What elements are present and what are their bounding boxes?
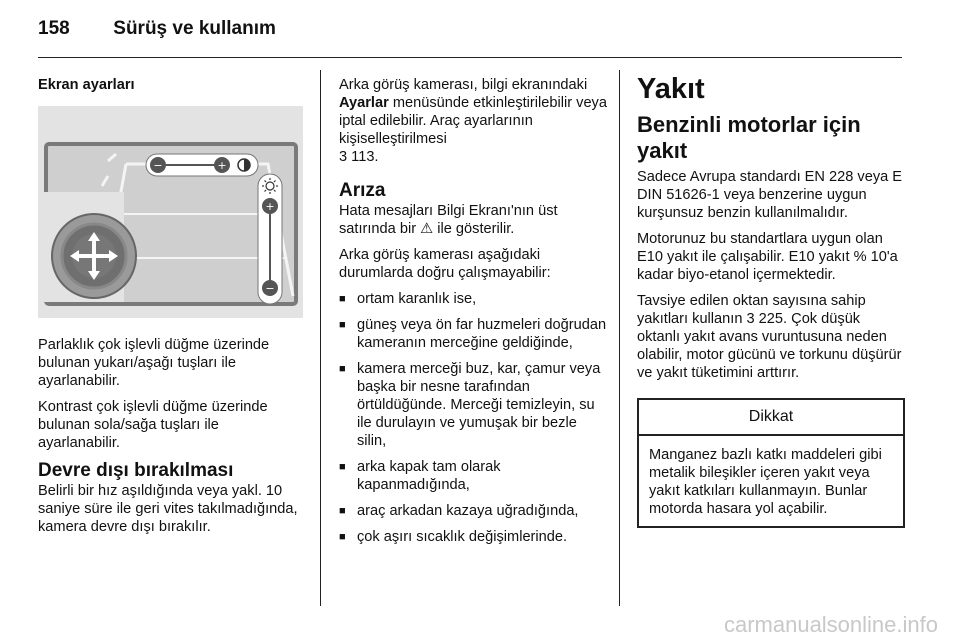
list-item: ■ güneş veya ön far huzmeleri doğrudan kameranın merceğine geldiğinde, (339, 316, 607, 352)
direction-pad-icon (52, 214, 136, 298)
settings-menu-label: Ayarlar (339, 95, 389, 111)
e10-text: Motorunuz bu standartlara uygun olan E10 yakıt ile çalışabilir. E10 yakıt % 10'a kadar biyo-etanol içermektedir. (637, 231, 898, 283)
caution-text: Manganez bazlı katkı maddeleri gibi metalik bileşikler içeren yakıt veya yakıt katkıları kullanmayın. Bunlar motorda hasara yol açabilir. (649, 447, 882, 517)
page-header (38, 18, 276, 40)
section-label: Ekran ayarları (38, 77, 135, 93)
list-item: ■ araç arkadan kazaya uğradığında, (339, 502, 607, 520)
display-settings-figure (38, 106, 303, 318)
warning-triangle-icon: ⚠ (420, 221, 434, 237)
octane-text: Tavsiye edilen oktan sayısına sahip yakıtları kullanın 3 225. Çok düşük oktanlı yakıt avans vuruntusuna neden olabilir, motor gücünü ve torkunu düşürür ve yakıt tüketimini arttırır. (637, 293, 902, 381)
column-divider-2 (619, 70, 620, 606)
caution-box (637, 398, 905, 528)
svg-text:−: − (153, 159, 163, 172)
caution-title: Dikkat (639, 400, 903, 436)
list-item: ■ arka kapak tam olarak kapanmadığında, (339, 458, 607, 494)
svg-text:+: + (217, 159, 227, 172)
fuel-title: Yakıt (637, 73, 705, 105)
fault-heading: Arıza (339, 180, 386, 201)
column-right (637, 73, 905, 528)
list-item: ■ çok aşırı sıcaklık değişimlerinde. (339, 528, 607, 546)
fuel-standard-text: Sadece Avrupa standardı EN 228 veya E DIN 51626-1 veya benzerine uygun kurşunsuz benzin kullanılmalıdır. (637, 169, 903, 221)
camera-settings-text: Arka görüş kamerası, bilgi ekranındaki Ayarlar menüsünde etkinleştirilebilir veya iptal edilebilir. Araç ayarlarının kişiselleştirilmesi 3 113. (339, 77, 607, 165)
list-item: ■ kamera merceği buz, kar, çamur veya başka bir nesne tarafından örtüldüğünde. Merceği temizleyin, su ile durulayın ve yumuşak bir bezle silin, (339, 360, 607, 450)
page-number: 158 (38, 18, 70, 39)
header-rule (38, 57, 902, 58)
brightness-text: Parlaklık çok işlevli düğme üzerinde bulunan yukarı/aşağı tuşları ile ayarlanabilir. (38, 337, 270, 389)
page-ref-113: 3 113. (339, 149, 379, 165)
column-left (38, 76, 303, 544)
page-ref-225: 3 225. (746, 311, 788, 327)
svg-text:+: + (265, 200, 275, 213)
fault-text: Hata mesajları Bilgi Ekranı'nın üst satırında bir ⚠ ile gösterilir. (339, 203, 558, 237)
contrast-slider (146, 154, 258, 176)
watermark: carmanualsonline.info (723, 612, 938, 637)
contrast-icon (238, 159, 250, 171)
brightness-slider (258, 174, 282, 304)
deactivation-text: Belirli bir hız aşıldığında veya yakl. 10 saniye süre ile geri vites takılmadığında, kamera devre dışı bırakılır. (38, 483, 298, 535)
conditions-list (339, 290, 607, 546)
deactivation-heading: Devre dışı bırakılması (38, 460, 234, 481)
chapter-title: Sürüş ve kullanım (113, 18, 276, 39)
conditions-intro: Arka görüş kamerası aşağıdaki durumlarda doğru çalışmayabilir: (339, 247, 551, 281)
column-divider-1 (320, 70, 321, 606)
column-middle (339, 76, 607, 554)
list-item: ■ ortam karanlık ise, (339, 290, 607, 308)
petrol-fuel-subtitle: Benzinli motorlar için yakıt (637, 112, 861, 163)
svg-text:−: − (265, 282, 275, 295)
contrast-text: Kontrast çok işlevli düğme üzerinde bulunan sola/sağa tuşları ile ayarlanabilir. (38, 399, 268, 451)
